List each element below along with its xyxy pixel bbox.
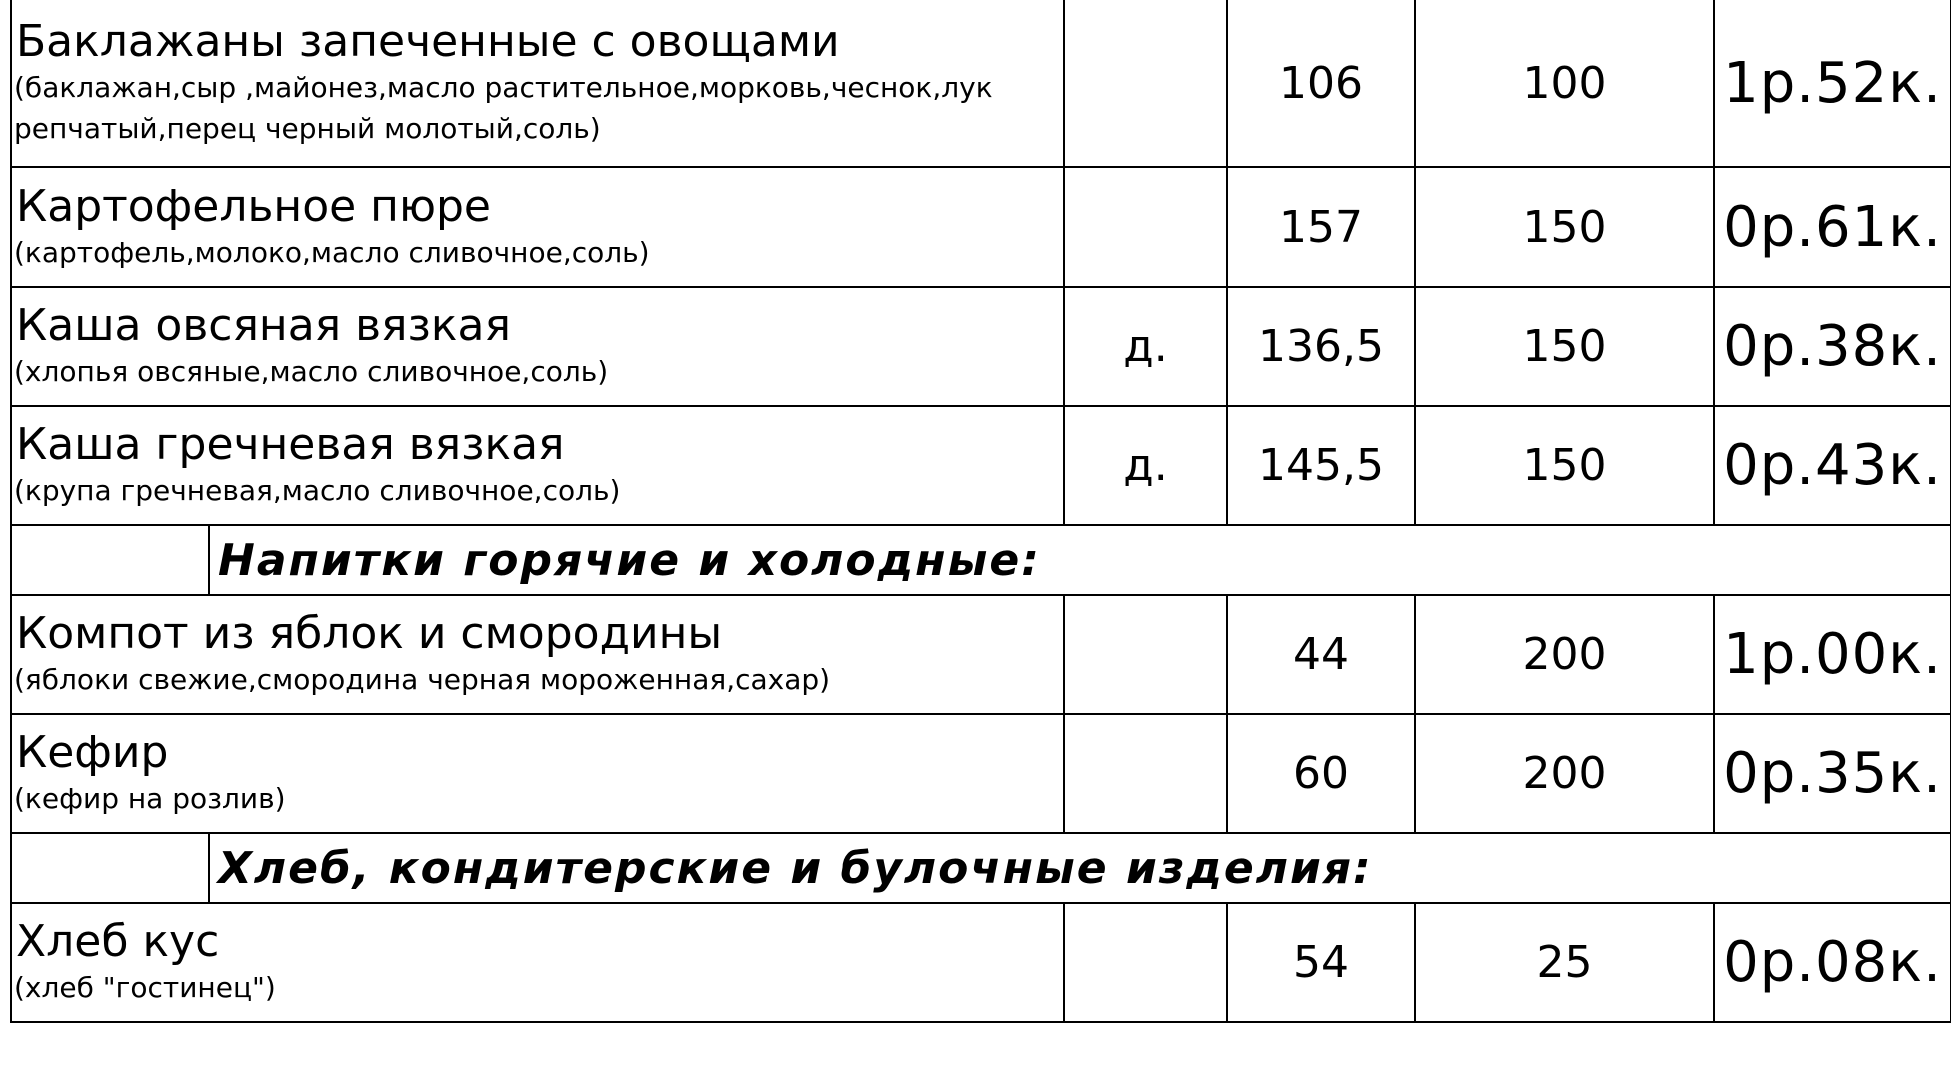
section-indent [12, 834, 210, 902]
dish-price: 1р.00к. [1714, 595, 1951, 714]
dish-price: 0р.38к. [1714, 287, 1951, 406]
menu-table [10, 0, 1951, 1023]
dish-name: Кефир [16, 727, 169, 779]
menu-row [11, 903, 1951, 1022]
section-row-drinks [11, 525, 1951, 595]
dish-ingredients: (картофель,молоко,масло сливочное,соль) [14, 235, 650, 269]
menu-row [11, 406, 1951, 525]
dish-cell [11, 287, 1064, 406]
dish-price: 0р.61к. [1714, 167, 1951, 287]
dish-name: Баклажаны запеченные с овощами [16, 16, 840, 68]
section-title-bread: Хлеб, кондитерские и булочные изделия: [218, 842, 1373, 894]
dish-portion: 200 [1415, 595, 1714, 714]
dish-cell [11, 595, 1064, 714]
dish-ingredients: (хлеб "гостинец") [14, 971, 276, 1005]
dish-mark: д. [1064, 287, 1227, 406]
dish-name: Картофельное пюре [16, 180, 491, 232]
dish-ingredients: (кефир на розлив) [14, 782, 286, 816]
dish-weight: 60 [1227, 714, 1415, 833]
dish-name: Каша гречневая вязкая [16, 419, 565, 471]
dish-ingredients: (крупа гречневая,масло сливочное,соль) [14, 474, 621, 508]
dish-portion: 150 [1415, 167, 1714, 287]
dish-ingredients: (хлопья овсяные,масло сливочное,соль) [14, 355, 609, 389]
dish-weight: 54 [1227, 903, 1415, 1022]
dish-weight: 136,5 [1227, 287, 1415, 406]
dish-mark [1064, 0, 1227, 167]
dish-portion: 25 [1415, 903, 1714, 1022]
menu-row [11, 0, 1951, 167]
dish-price: 0р.43к. [1714, 406, 1951, 525]
dish-weight: 106 [1227, 0, 1415, 167]
dish-mark [1064, 903, 1227, 1022]
dish-price: 1р.52к. [1714, 0, 1951, 167]
dish-mark: д. [1064, 406, 1227, 525]
dish-portion: 150 [1415, 406, 1714, 525]
dish-price: 0р.08к. [1714, 903, 1951, 1022]
dish-portion: 150 [1415, 287, 1714, 406]
dish-portion: 200 [1415, 714, 1714, 833]
dish-mark [1064, 595, 1227, 714]
dish-mark [1064, 714, 1227, 833]
menu-row [11, 714, 1951, 833]
dish-weight: 44 [1227, 595, 1415, 714]
dish-ingredients: (баклажан,сыр ,майонез,масло растительное,морковь,чеснок,лук репчатый,перец черный молотый,соль) [14, 71, 993, 145]
dish-weight: 157 [1227, 167, 1415, 287]
dish-weight: 145,5 [1227, 406, 1415, 525]
dish-name: Хлеб кус [16, 916, 220, 968]
dish-price: 0р.35к. [1714, 714, 1951, 833]
menu-row [11, 595, 1951, 714]
dish-cell [11, 714, 1064, 833]
section-row-bread [11, 833, 1951, 903]
dish-cell [11, 167, 1064, 287]
dish-name: Компот из яблок и смородины [16, 608, 723, 660]
section-title-drinks: Напитки горячие и холодные: [218, 534, 1041, 586]
dish-cell [11, 903, 1064, 1022]
dish-ingredients: (яблоки свежие,смородина черная мороженная,сахар) [14, 663, 831, 697]
dish-cell [11, 0, 1064, 167]
section-indent [12, 526, 210, 594]
menu-row [11, 287, 1951, 406]
dish-name: Каша овсяная вязкая [16, 300, 511, 352]
dish-cell [11, 406, 1064, 525]
dish-mark [1064, 167, 1227, 287]
dish-portion: 100 [1415, 0, 1714, 167]
menu-row [11, 167, 1951, 287]
